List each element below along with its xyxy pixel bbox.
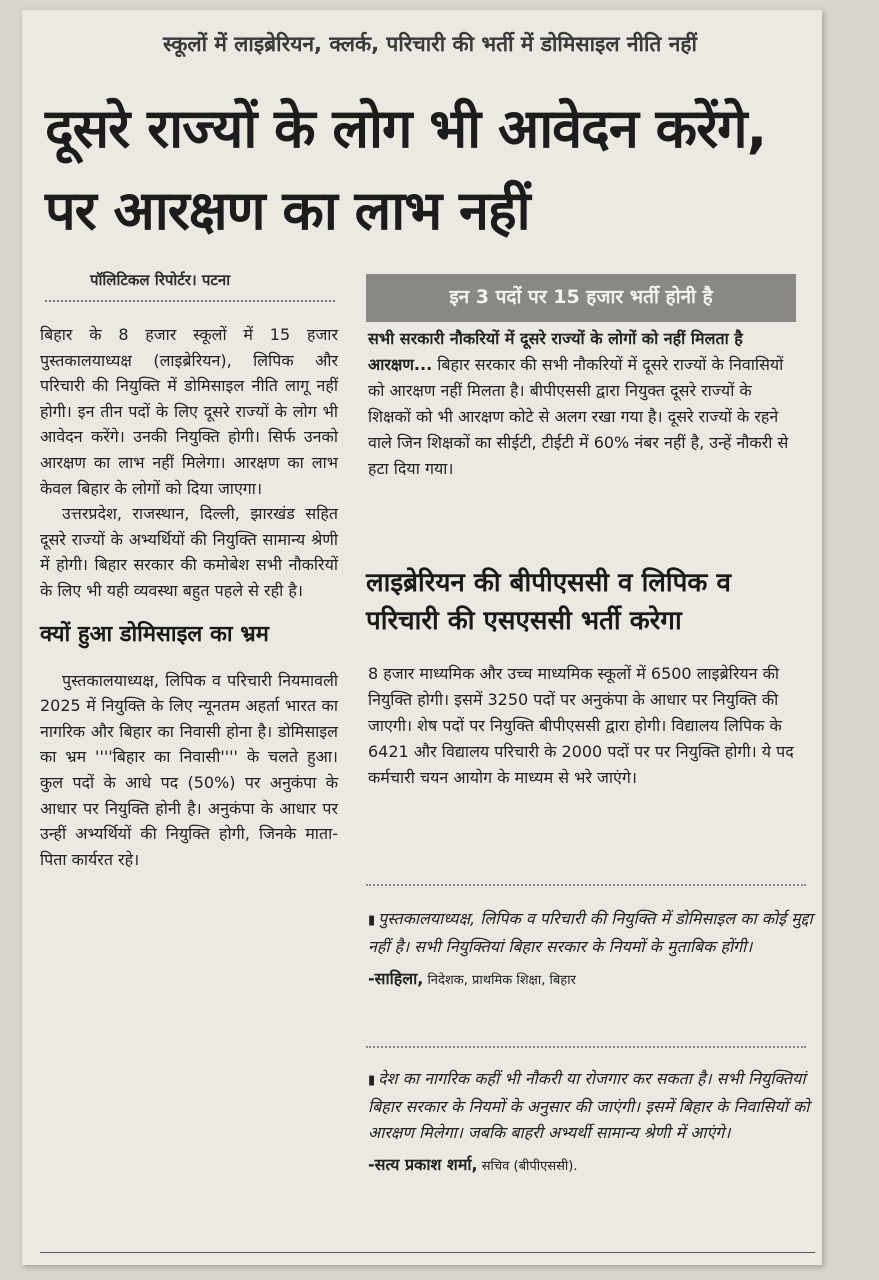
- right-block-reservation: [368, 326, 798, 482]
- right-subhead: लाइब्रेरियन की बीपीएससी व लिपिक व परिचारी की एसएससी भर्ती करेगा: [366, 568, 731, 636]
- left-column: [40, 322, 338, 872]
- quote-secretary: [368, 1066, 813, 1180]
- lead-text: सभी सरकारी नौकरियों में दूसरे राज्यों के लोगों को नहीं मिलता है आरक्षण...: [368, 329, 743, 374]
- body-text: बिहार सरकार की सभी नौकरियों में दूसरे राज्यों के निवासियों को आरक्षण नहीं मिलता है। बीपीएससी द्वारा नियुक्त दूसरे राज्यों के शिक्षकों को भी आरक्षण कोटे से अलग रखा गया है। दूसरे राज्यों के रहने वाले जिन शिक्षकों का सीईटी, टीईटी में 60% नंबर नहीं है, उन्हें नौकरी से हटा दिया गया।: [368, 355, 789, 478]
- quote-text: देश का नागरिक कहीं भी नौकरी या रोजगार कर सकता है। सभी नियुक्तियां बिहार सरकार के नियमों के अनुसार की जाएंगी। इसमें बिहार के निवासियों को आरक्षण मिलेगा। जबकि बाहरी अभ्यर्थी सामान्य श्रेणी में आएंगे।: [368, 1069, 810, 1142]
- divider: [366, 884, 806, 886]
- paragraph: बिहार के 8 हजार स्कूलों में 15 हजार पुस्तकालयाध्यक्ष (लाइब्रेरियन), लिपिक और परिचारी की नियुक्ति में डोमिसाइल नीति लागू नहीं होगी। इन तीन पदों के लिए दूसरे राज्यों के लोग भी आवेदन करेंगे। उनकी नियुक्ति होगी। सिर्फ उनको आरक्षण का लाभ नहीं मिलेगा। आरक्षण का लाभ केवल बिहार के लोगों को दिया जाएगा।: [40, 325, 338, 498]
- quote-author-title: सचिव (बीपीएससी).: [477, 1159, 578, 1174]
- quote-attribution: [368, 966, 813, 994]
- kicker-headline: स्कूलों में लाइब्रेरियन, क्लर्क, परिचारी की भर्ती में डोमिसाइल नीति नहीं: [163, 32, 697, 56]
- right-block-recruitment: 8 हजार माध्यमिक और उच्च माध्यमिक स्कूलों में 6500 लाइब्रेरियन की नियुक्ति होगी। इसमें 3250 पदों पर अनुकंपा के आधार पर नियुक्ति की जाएगी। शेष पदों पर नियुक्ति बीपीएससी द्वारा होगी। विद्यालय लिपिक के 6421 और विद्यालय परिचारी के 2000 पदों पर पर नियुक्ति होगी। ये पद कर्मचारी चयन आयोग के माध्यम से भरे जाएंगे।: [368, 664, 794, 787]
- quote-author-title: निदेशक, प्राथमिक शिक्षा, बिहार: [423, 973, 576, 988]
- quote-director: [368, 906, 813, 994]
- quote-attribution: [368, 1152, 813, 1180]
- section-subhead: क्यों हुआ डोमिसाइल का भ्रम: [40, 621, 269, 647]
- paragraph: पुस्तकालयाध्यक्ष, लिपिक व परिचारी नियमावली 2025 में नियुक्ति के लिए न्यूनतम अहर्ता भारत का नागरिक और बिहार का निवासी होना है। डोमिसाइल का भ्रम ''''बिहार का निवासी'''' के चलते हुआ। कुल पदों के आधे पद (50%) पर अनुकंपा के आधार पर नियुक्ति होनी है। अनुकंपा के आधार पर उन्हीं अभ्यर्थियों की नियुक्ति होगी, जिनके माता-पिता कार्यरत रहे।: [40, 670, 338, 869]
- bullet-icon: ▮: [368, 1073, 376, 1088]
- byline: पॉलिटिकल रिपोर्टर। पटना: [90, 271, 231, 289]
- quote-author: -सत्य प्रकाश शर्मा,: [368, 1155, 478, 1174]
- quote-author: -साहिला,: [368, 969, 424, 988]
- bullet-icon: ▮: [368, 913, 376, 928]
- quote-text: पुस्तकालयाध्यक्ष, लिपिक व परिचारी की नियुक्ति में डोमिसाइल का कोई मुद्दा नहीं है। सभी नियुक्तियां बिहार सरकार के नियमों के मुताबिक होंगी।: [368, 909, 813, 956]
- divider: [366, 1046, 806, 1048]
- bottom-rule: [40, 1252, 815, 1253]
- main-headline: दूसरे राज्यों के लोग भी आवेदन करेंगे, पर आरक्षण का लाभ नहीं: [45, 97, 767, 242]
- section-banner: इन 3 पदों पर 15 हजार भर्ती होनी है: [366, 274, 796, 322]
- paragraph: उत्तरप्रदेश, राजस्थान, दिल्ली, झारखंड सहित दूसरे राज्यों के अभ्यर्थियों की नियुक्ति सामान्य श्रेणी में होगी। बिहार सरकार की कमोबेश सभी नौकरियों के लिए भी यही व्यवस्था बहुत पहले से रही है।: [40, 504, 338, 600]
- divider: [45, 300, 335, 302]
